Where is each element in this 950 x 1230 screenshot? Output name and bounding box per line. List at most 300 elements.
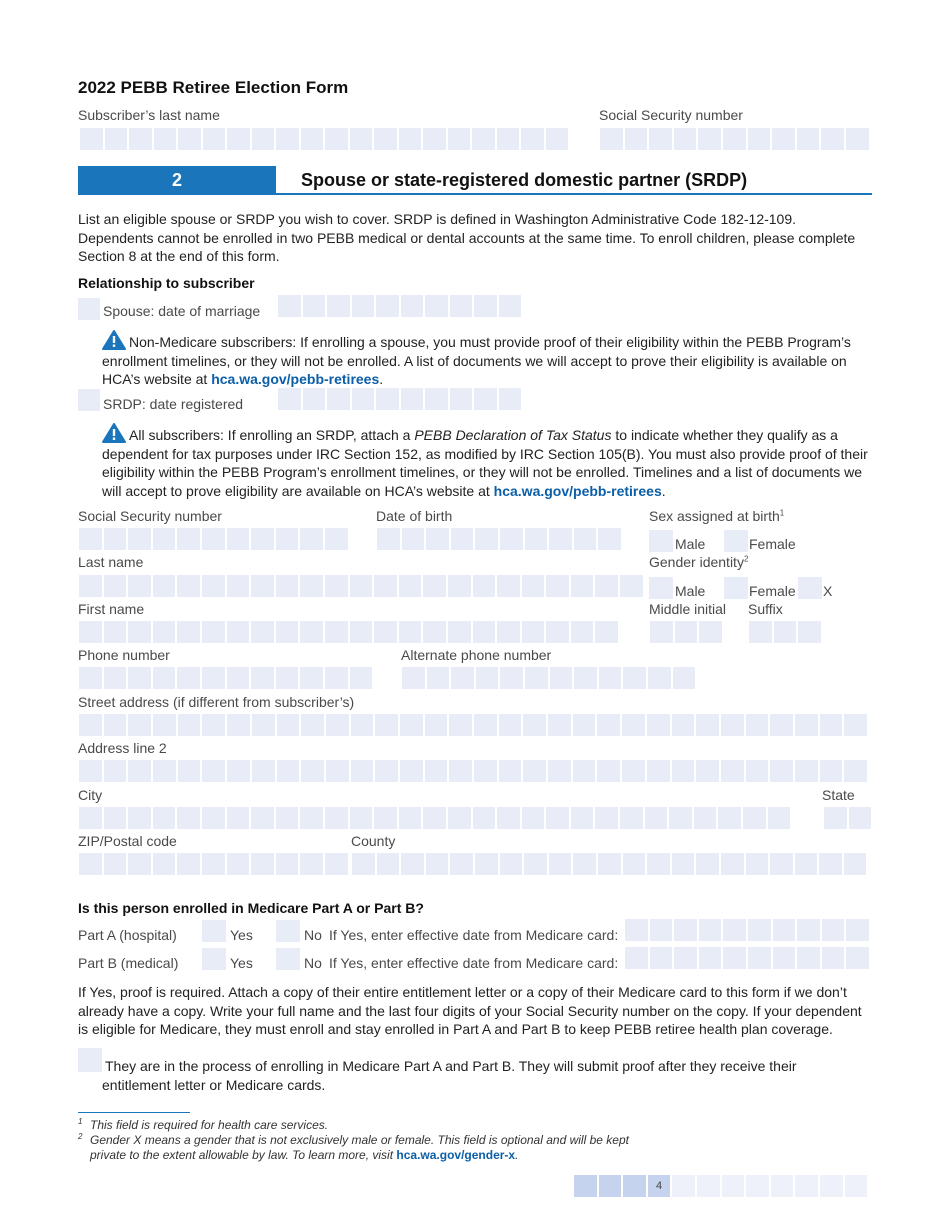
character-box[interactable] bbox=[500, 853, 523, 875]
character-box[interactable] bbox=[625, 947, 648, 969]
address2-field[interactable] bbox=[79, 760, 867, 782]
character-box[interactable] bbox=[595, 807, 618, 829]
suffix-field[interactable] bbox=[749, 621, 821, 643]
character-box[interactable] bbox=[153, 760, 176, 782]
ssn-field[interactable] bbox=[79, 528, 348, 550]
character-box[interactable] bbox=[351, 760, 374, 782]
character-box[interactable] bbox=[325, 621, 348, 643]
character-box[interactable] bbox=[474, 388, 497, 410]
character-box[interactable] bbox=[227, 714, 250, 736]
character-box[interactable] bbox=[573, 853, 596, 875]
character-box[interactable] bbox=[822, 947, 845, 969]
character-box[interactable] bbox=[721, 714, 744, 736]
character-box[interactable] bbox=[696, 853, 719, 875]
character-box[interactable] bbox=[451, 528, 474, 550]
character-box[interactable] bbox=[425, 760, 448, 782]
character-box[interactable] bbox=[202, 853, 225, 875]
character-box[interactable] bbox=[425, 714, 448, 736]
character-box[interactable] bbox=[426, 528, 449, 550]
character-box[interactable] bbox=[522, 621, 545, 643]
character-box[interactable] bbox=[451, 667, 474, 689]
character-box[interactable] bbox=[352, 853, 375, 875]
character-box[interactable] bbox=[819, 853, 842, 875]
character-box[interactable] bbox=[227, 575, 250, 597]
character-box[interactable] bbox=[153, 853, 176, 875]
gender-female-checkbox[interactable] bbox=[724, 577, 748, 599]
character-box[interactable] bbox=[227, 760, 250, 782]
character-box[interactable] bbox=[497, 575, 520, 597]
character-box[interactable] bbox=[251, 621, 274, 643]
character-box[interactable] bbox=[325, 575, 348, 597]
character-box[interactable] bbox=[546, 621, 569, 643]
character-box[interactable] bbox=[426, 853, 449, 875]
character-box[interactable] bbox=[749, 621, 772, 643]
alt-phone-field[interactable] bbox=[402, 667, 695, 689]
character-box[interactable] bbox=[675, 621, 698, 643]
character-box[interactable] bbox=[549, 853, 572, 875]
character-box[interactable] bbox=[375, 760, 398, 782]
character-box[interactable] bbox=[571, 575, 594, 597]
character-box[interactable] bbox=[522, 807, 545, 829]
character-box[interactable] bbox=[375, 714, 398, 736]
character-box[interactable] bbox=[104, 714, 127, 736]
character-box[interactable] bbox=[474, 760, 497, 782]
character-box[interactable] bbox=[276, 667, 299, 689]
character-box[interactable] bbox=[550, 667, 573, 689]
character-box[interactable] bbox=[521, 128, 544, 150]
character-box[interactable] bbox=[546, 575, 569, 597]
character-box[interactable] bbox=[80, 128, 103, 150]
character-box[interactable] bbox=[672, 714, 695, 736]
character-box[interactable] bbox=[573, 760, 596, 782]
character-box[interactable] bbox=[523, 760, 546, 782]
character-box[interactable] bbox=[177, 807, 200, 829]
character-box[interactable] bbox=[797, 128, 820, 150]
character-box[interactable] bbox=[153, 621, 176, 643]
part-b-date-field[interactable] bbox=[625, 947, 869, 969]
character-box[interactable] bbox=[450, 388, 473, 410]
character-box[interactable] bbox=[278, 388, 301, 410]
character-box[interactable] bbox=[203, 128, 226, 150]
character-box[interactable] bbox=[325, 807, 348, 829]
character-box[interactable] bbox=[497, 807, 520, 829]
character-box[interactable] bbox=[153, 667, 176, 689]
character-box[interactable] bbox=[326, 760, 349, 782]
character-box[interactable] bbox=[672, 853, 695, 875]
character-box[interactable] bbox=[475, 528, 498, 550]
character-box[interactable] bbox=[821, 128, 844, 150]
character-box[interactable] bbox=[647, 714, 670, 736]
character-box[interactable] bbox=[770, 760, 793, 782]
character-box[interactable] bbox=[674, 919, 697, 941]
character-box[interactable] bbox=[499, 388, 522, 410]
character-box[interactable] bbox=[798, 621, 821, 643]
character-box[interactable] bbox=[300, 667, 323, 689]
character-box[interactable] bbox=[620, 807, 643, 829]
character-box[interactable] bbox=[400, 714, 423, 736]
character-box[interactable] bbox=[153, 575, 176, 597]
character-box[interactable] bbox=[300, 853, 323, 875]
character-box[interactable] bbox=[746, 853, 769, 875]
character-box[interactable] bbox=[423, 575, 446, 597]
character-box[interactable] bbox=[774, 621, 797, 643]
dob-field[interactable] bbox=[377, 528, 621, 550]
character-box[interactable] bbox=[622, 714, 645, 736]
character-box[interactable] bbox=[450, 295, 473, 317]
character-box[interactable] bbox=[595, 575, 618, 597]
character-box[interactable] bbox=[301, 128, 324, 150]
character-box[interactable] bbox=[522, 575, 545, 597]
character-box[interactable] bbox=[546, 807, 569, 829]
character-box[interactable] bbox=[598, 528, 621, 550]
character-box[interactable] bbox=[425, 295, 448, 317]
character-box[interactable] bbox=[846, 947, 869, 969]
character-box[interactable] bbox=[797, 919, 820, 941]
character-box[interactable] bbox=[696, 760, 719, 782]
character-box[interactable] bbox=[276, 621, 299, 643]
character-box[interactable] bbox=[128, 714, 151, 736]
character-box[interactable] bbox=[300, 807, 323, 829]
sex-male-checkbox[interactable] bbox=[649, 530, 673, 552]
character-box[interactable] bbox=[450, 853, 473, 875]
character-box[interactable] bbox=[669, 807, 692, 829]
character-box[interactable] bbox=[278, 295, 301, 317]
character-box[interactable] bbox=[128, 853, 151, 875]
character-box[interactable] bbox=[524, 853, 547, 875]
character-box[interactable] bbox=[599, 667, 622, 689]
character-box[interactable] bbox=[499, 760, 522, 782]
character-box[interactable] bbox=[497, 128, 520, 150]
character-box[interactable] bbox=[327, 295, 350, 317]
character-box[interactable] bbox=[276, 853, 299, 875]
character-box[interactable] bbox=[473, 807, 496, 829]
character-box[interactable] bbox=[573, 714, 596, 736]
character-box[interactable] bbox=[597, 714, 620, 736]
character-box[interactable] bbox=[277, 714, 300, 736]
character-box[interactable] bbox=[595, 621, 618, 643]
character-box[interactable] bbox=[104, 760, 127, 782]
character-box[interactable] bbox=[448, 807, 471, 829]
character-box[interactable] bbox=[649, 128, 672, 150]
character-box[interactable] bbox=[301, 760, 324, 782]
character-box[interactable] bbox=[128, 667, 151, 689]
character-box[interactable] bbox=[104, 853, 127, 875]
character-box[interactable] bbox=[746, 714, 769, 736]
character-box[interactable] bbox=[325, 853, 348, 875]
character-box[interactable] bbox=[376, 295, 399, 317]
character-box[interactable] bbox=[844, 714, 867, 736]
character-box[interactable] bbox=[104, 575, 127, 597]
character-box[interactable] bbox=[472, 128, 495, 150]
last-name-field[interactable] bbox=[79, 575, 643, 597]
state-field[interactable] bbox=[824, 807, 871, 829]
character-box[interactable] bbox=[694, 807, 717, 829]
character-box[interactable] bbox=[374, 621, 397, 643]
street-field[interactable] bbox=[79, 714, 867, 736]
character-box[interactable] bbox=[276, 128, 299, 150]
zip-field[interactable] bbox=[79, 853, 348, 875]
character-box[interactable] bbox=[202, 621, 225, 643]
marriage-date-field[interactable] bbox=[278, 295, 521, 317]
character-box[interactable] bbox=[178, 760, 201, 782]
part-b-no-checkbox[interactable] bbox=[276, 948, 300, 970]
character-box[interactable] bbox=[820, 714, 843, 736]
character-box[interactable] bbox=[325, 128, 348, 150]
character-box[interactable] bbox=[699, 621, 722, 643]
character-box[interactable] bbox=[598, 853, 621, 875]
character-box[interactable] bbox=[202, 667, 225, 689]
character-box[interactable] bbox=[449, 760, 472, 782]
character-box[interactable] bbox=[797, 947, 820, 969]
character-box[interactable] bbox=[325, 528, 348, 550]
character-box[interactable] bbox=[79, 807, 102, 829]
character-box[interactable] bbox=[723, 128, 746, 150]
character-box[interactable] bbox=[104, 807, 127, 829]
part-a-no-checkbox[interactable] bbox=[276, 920, 300, 942]
character-box[interactable] bbox=[350, 575, 373, 597]
character-box[interactable] bbox=[674, 947, 697, 969]
character-box[interactable] bbox=[770, 714, 793, 736]
character-box[interactable] bbox=[177, 528, 200, 550]
character-box[interactable] bbox=[377, 528, 400, 550]
character-box[interactable] bbox=[475, 853, 498, 875]
character-box[interactable] bbox=[423, 807, 446, 829]
character-box[interactable] bbox=[672, 760, 695, 782]
character-box[interactable] bbox=[301, 714, 324, 736]
character-box[interactable] bbox=[79, 621, 102, 643]
character-box[interactable] bbox=[402, 667, 425, 689]
character-box[interactable] bbox=[795, 853, 818, 875]
character-box[interactable] bbox=[822, 919, 845, 941]
srdp-checkbox[interactable] bbox=[78, 389, 100, 411]
character-box[interactable] bbox=[401, 295, 424, 317]
srdp-date-field[interactable] bbox=[278, 388, 521, 410]
character-box[interactable] bbox=[499, 295, 522, 317]
character-box[interactable] bbox=[350, 621, 373, 643]
subscriber-last-name-field[interactable] bbox=[80, 128, 568, 150]
part-b-yes-checkbox[interactable] bbox=[202, 948, 226, 970]
character-box[interactable] bbox=[648, 667, 671, 689]
character-box[interactable] bbox=[128, 621, 151, 643]
character-box[interactable] bbox=[251, 528, 274, 550]
character-box[interactable] bbox=[718, 807, 741, 829]
character-box[interactable] bbox=[574, 667, 597, 689]
character-box[interactable] bbox=[153, 714, 176, 736]
character-box[interactable] bbox=[625, 919, 648, 941]
character-box[interactable] bbox=[647, 853, 670, 875]
character-box[interactable] bbox=[723, 947, 746, 969]
character-box[interactable] bbox=[351, 714, 374, 736]
character-box[interactable] bbox=[300, 528, 323, 550]
character-box[interactable] bbox=[178, 128, 201, 150]
character-box[interactable] bbox=[650, 919, 673, 941]
character-box[interactable] bbox=[696, 714, 719, 736]
enrolling-process-checkbox[interactable] bbox=[78, 1048, 102, 1072]
character-box[interactable] bbox=[227, 807, 250, 829]
character-box[interactable] bbox=[770, 853, 793, 875]
character-box[interactable] bbox=[227, 667, 250, 689]
character-box[interactable] bbox=[154, 128, 177, 150]
character-box[interactable] bbox=[177, 667, 200, 689]
character-box[interactable] bbox=[105, 128, 128, 150]
character-box[interactable] bbox=[300, 621, 323, 643]
character-box[interactable] bbox=[474, 295, 497, 317]
character-box[interactable] bbox=[202, 807, 225, 829]
character-box[interactable] bbox=[844, 760, 867, 782]
character-box[interactable] bbox=[401, 853, 424, 875]
character-box[interactable] bbox=[523, 714, 546, 736]
character-box[interactable] bbox=[699, 919, 722, 941]
character-box[interactable] bbox=[772, 128, 795, 150]
character-box[interactable] bbox=[276, 528, 299, 550]
character-box[interactable] bbox=[202, 714, 225, 736]
character-box[interactable] bbox=[476, 667, 499, 689]
character-box[interactable] bbox=[79, 667, 102, 689]
character-box[interactable] bbox=[449, 714, 472, 736]
character-box[interactable] bbox=[600, 128, 623, 150]
character-box[interactable] bbox=[276, 807, 299, 829]
character-box[interactable] bbox=[647, 760, 670, 782]
character-box[interactable] bbox=[350, 128, 373, 150]
character-box[interactable] bbox=[402, 528, 425, 550]
character-box[interactable] bbox=[795, 714, 818, 736]
spouse-checkbox[interactable] bbox=[78, 298, 100, 320]
character-box[interactable] bbox=[674, 128, 697, 150]
character-box[interactable] bbox=[202, 575, 225, 597]
character-box[interactable] bbox=[104, 528, 127, 550]
character-box[interactable] bbox=[500, 528, 523, 550]
character-box[interactable] bbox=[252, 714, 275, 736]
pebb-retirees-link[interactable]: hca.wa.gov/pebb-retirees bbox=[211, 371, 380, 387]
character-box[interactable] bbox=[548, 714, 571, 736]
character-box[interactable] bbox=[202, 760, 225, 782]
character-box[interactable] bbox=[128, 528, 151, 550]
gender-x-link[interactable]: hca.wa.gov/gender-x bbox=[396, 1148, 516, 1162]
character-box[interactable] bbox=[723, 919, 746, 941]
character-box[interactable] bbox=[252, 128, 275, 150]
character-box[interactable] bbox=[500, 667, 523, 689]
character-box[interactable] bbox=[497, 621, 520, 643]
character-box[interactable] bbox=[650, 947, 673, 969]
character-box[interactable] bbox=[128, 575, 151, 597]
character-box[interactable] bbox=[773, 919, 796, 941]
character-box[interactable] bbox=[376, 388, 399, 410]
character-box[interactable] bbox=[399, 807, 422, 829]
character-box[interactable] bbox=[227, 128, 250, 150]
character-box[interactable] bbox=[645, 807, 668, 829]
character-box[interactable] bbox=[303, 295, 326, 317]
character-box[interactable] bbox=[177, 621, 200, 643]
middle-initial-field[interactable] bbox=[650, 621, 722, 643]
character-box[interactable] bbox=[549, 528, 572, 550]
character-box[interactable] bbox=[525, 667, 548, 689]
character-box[interactable] bbox=[849, 807, 872, 829]
character-box[interactable] bbox=[824, 807, 847, 829]
character-box[interactable] bbox=[227, 528, 250, 550]
character-box[interactable] bbox=[473, 575, 496, 597]
character-box[interactable] bbox=[425, 388, 448, 410]
character-box[interactable] bbox=[623, 853, 646, 875]
character-box[interactable] bbox=[350, 667, 373, 689]
character-box[interactable] bbox=[251, 807, 274, 829]
character-box[interactable] bbox=[325, 667, 348, 689]
character-box[interactable] bbox=[499, 714, 522, 736]
character-box[interactable] bbox=[129, 128, 152, 150]
character-box[interactable] bbox=[377, 853, 400, 875]
character-box[interactable] bbox=[227, 853, 250, 875]
character-box[interactable] bbox=[276, 575, 299, 597]
character-box[interactable] bbox=[673, 667, 696, 689]
character-box[interactable] bbox=[846, 128, 869, 150]
character-box[interactable] bbox=[327, 388, 350, 410]
character-box[interactable] bbox=[79, 528, 102, 550]
character-box[interactable] bbox=[474, 714, 497, 736]
character-box[interactable] bbox=[374, 575, 397, 597]
gender-x-checkbox[interactable] bbox=[798, 577, 822, 599]
character-box[interactable] bbox=[448, 128, 471, 150]
character-box[interactable] bbox=[571, 807, 594, 829]
character-box[interactable] bbox=[202, 528, 225, 550]
city-field[interactable] bbox=[79, 807, 790, 829]
character-box[interactable] bbox=[128, 760, 151, 782]
character-box[interactable] bbox=[352, 295, 375, 317]
character-box[interactable] bbox=[177, 853, 200, 875]
character-box[interactable] bbox=[374, 128, 397, 150]
character-box[interactable] bbox=[400, 760, 423, 782]
character-box[interactable] bbox=[699, 947, 722, 969]
character-box[interactable] bbox=[300, 575, 323, 597]
character-box[interactable] bbox=[748, 919, 771, 941]
county-field[interactable] bbox=[352, 853, 866, 875]
character-box[interactable] bbox=[423, 128, 446, 150]
character-box[interactable] bbox=[153, 528, 176, 550]
character-box[interactable] bbox=[104, 621, 127, 643]
character-box[interactable] bbox=[721, 853, 744, 875]
character-box[interactable] bbox=[571, 621, 594, 643]
character-box[interactable] bbox=[303, 388, 326, 410]
character-box[interactable] bbox=[326, 714, 349, 736]
character-box[interactable] bbox=[79, 760, 102, 782]
character-box[interactable] bbox=[748, 947, 771, 969]
character-box[interactable] bbox=[178, 714, 201, 736]
gender-male-checkbox[interactable] bbox=[649, 577, 673, 599]
character-box[interactable] bbox=[227, 621, 250, 643]
phone-field[interactable] bbox=[79, 667, 372, 689]
character-box[interactable] bbox=[399, 575, 422, 597]
character-box[interactable] bbox=[374, 807, 397, 829]
character-box[interactable] bbox=[399, 621, 422, 643]
character-box[interactable] bbox=[104, 667, 127, 689]
character-box[interactable] bbox=[620, 575, 643, 597]
character-box[interactable] bbox=[350, 807, 373, 829]
character-box[interactable] bbox=[79, 714, 102, 736]
character-box[interactable] bbox=[177, 575, 200, 597]
pebb-retirees-link[interactable]: hca.wa.gov/pebb-retirees bbox=[493, 482, 662, 499]
character-box[interactable] bbox=[251, 667, 274, 689]
part-a-date-field[interactable] bbox=[625, 919, 869, 941]
character-box[interactable] bbox=[574, 528, 597, 550]
character-box[interactable] bbox=[625, 128, 648, 150]
subscriber-ssn-field[interactable] bbox=[600, 128, 869, 150]
character-box[interactable] bbox=[448, 575, 471, 597]
character-box[interactable] bbox=[622, 760, 645, 782]
character-box[interactable] bbox=[277, 760, 300, 782]
character-box[interactable] bbox=[427, 667, 450, 689]
character-box[interactable] bbox=[401, 388, 424, 410]
sex-female-checkbox[interactable] bbox=[724, 530, 748, 552]
part-a-yes-checkbox[interactable] bbox=[202, 920, 226, 942]
character-box[interactable] bbox=[844, 853, 867, 875]
